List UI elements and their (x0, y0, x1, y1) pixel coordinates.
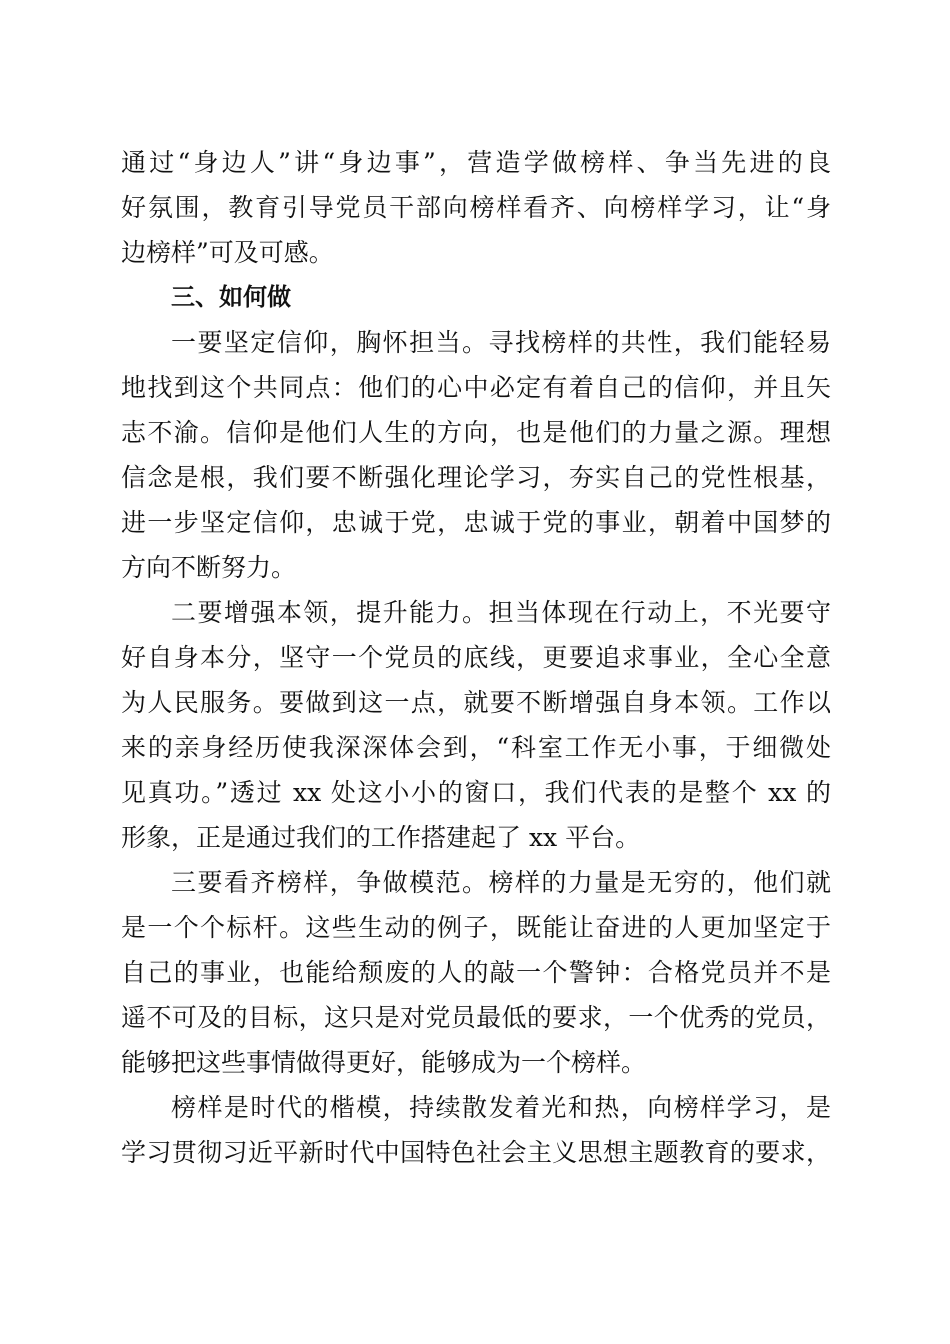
text-line: 学习贯彻习近平新时代中国特色社会主义思想主题教育的要求， (121, 1138, 831, 1167)
text-line: 进一步坚定信仰，忠诚于党，忠诚于党的事业，朝着中国梦的 (121, 508, 831, 537)
text-line: 来的亲身经历使我深深体会到，“科室工作无小事，于细微处 (121, 733, 831, 762)
text-line: 一要坚定信仰，胸怀担当。寻找榜样的共性，我们能轻易 (171, 328, 831, 357)
section-heading-wrapper (121, 275, 831, 320)
paragraph (121, 860, 831, 1085)
paragraph (121, 140, 831, 275)
text-line: 为人民服务。要做到这一点，就要不断增强自身本领。工作以 (121, 688, 831, 717)
text-line: 二要增强本领，提升能力。担当体现在行动上，不光要守 (171, 598, 831, 627)
text-line: 通过“身边人”讲“身边事”，营造学做榜样、争当先进的良 (121, 148, 831, 177)
paragraph (121, 590, 831, 860)
text-line: 好氛围，教育引导党员干部向榜样看齐、向榜样学习，让“身 (121, 193, 831, 222)
text-line: 地找到这个共同点：他们的心中必定有着自己的信仰，并且矢 (121, 373, 831, 402)
text-line: 遥不可及的目标，这只是对党员最低的要求，一个优秀的党员， (121, 1003, 831, 1032)
text-line: 是一个个标杆。这些生动的例子，既能让奋进的人更加坚定于 (121, 913, 831, 942)
paragraph (121, 1085, 831, 1175)
text-line: 自己的事业，也能给颓废的人的敲一个警钟：合格党员并不是 (121, 958, 831, 987)
text-line: 能够把这些事情做得更好，能够成为一个榜样。 (121, 1048, 647, 1077)
text-line: 见真功。”透过 xx 处这小小的窗口，我们代表的是整个 xx 的 (121, 778, 831, 807)
text-line: 三要看齐榜样，争做模范。榜样的力量是无穷的，他们就 (171, 868, 831, 897)
text-line: 榜样是时代的楷模，持续散发着光和热，向榜样学习，是 (171, 1093, 831, 1122)
text-line: 边榜样”可及可感。 (121, 238, 334, 267)
section-heading: 三、如何做 (171, 283, 291, 311)
text-line: 形象，正是通过我们的工作搭建起了 xx 平台。 (121, 823, 641, 852)
text-line: 方向不断努力。 (121, 553, 297, 582)
paragraph (121, 320, 831, 590)
text-line: 好自身本分，坚守一个党员的底线，更要追求事业，全心全意 (121, 643, 831, 672)
text-line: 信念是根，我们要不断强化理论学习，夯实自己的党性根基， (121, 463, 831, 492)
document-body (121, 140, 831, 1175)
text-line: 志不渝。信仰是他们人生的方向，也是他们的力量之源。理想 (121, 418, 831, 447)
